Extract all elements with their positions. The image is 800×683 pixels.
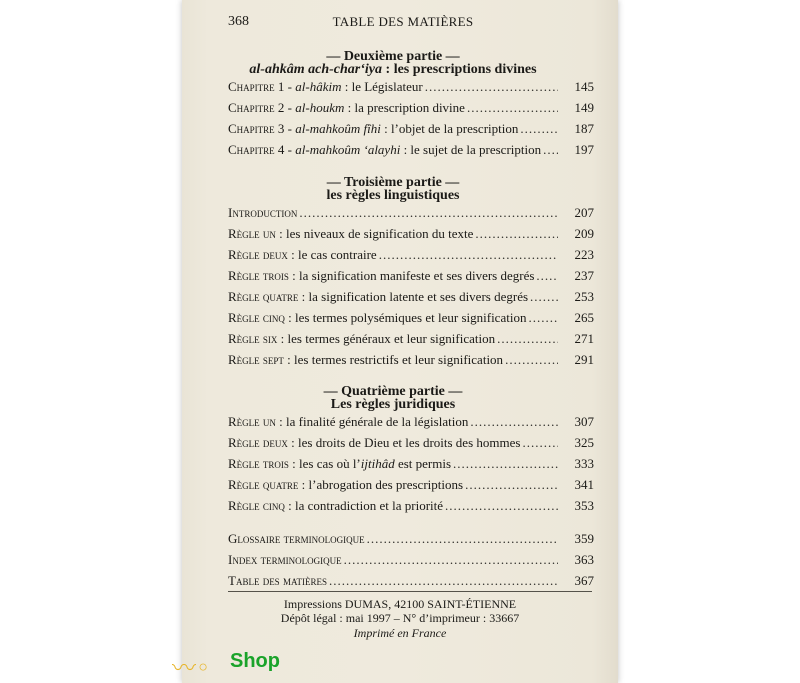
swirl-icon: 〰◦ <box>172 654 211 682</box>
toc-page-number: 307 <box>574 414 594 429</box>
toc-page-number: 363 <box>574 552 594 567</box>
toc-entry: Introduction ..... 207 <box>228 205 560 223</box>
toc-page-number: 271 <box>574 331 594 346</box>
toc-page-number: 237 <box>574 268 594 283</box>
colophon-legal: Dépôt légal : mai 1997 – N° d’imprimeur : 33667 <box>280 611 520 625</box>
running-head <box>228 14 578 32</box>
toc-page-number: 209 <box>574 226 594 241</box>
toc-page-number: 253 <box>574 289 594 304</box>
toc-entry: Règle un : les niveaux de signification du texte ..... 209 <box>228 226 560 244</box>
toc-entry: Règle un : la finalité générale de la législation ..... 307 <box>228 414 560 432</box>
toc-page-number: 207 <box>574 205 594 220</box>
toc-entry: Table des matières ..... 367 <box>228 573 560 591</box>
part-3-heading <box>226 176 560 202</box>
toc-page-number: 223 <box>574 247 594 262</box>
toc-entry: Règle six : les termes généraux et leur signification ..... 271 <box>228 331 560 349</box>
toc-entry: Chapitre 1 - al-hâkim : le Législateur ..... 145 <box>228 79 560 97</box>
running-title: TABLE DES MATIÈRES <box>332 14 474 29</box>
shop-logo-text: Shop <box>230 650 280 672</box>
toc-entry: Règle trois : les cas où l’ijtihâd est permis ..... 333 <box>228 456 560 474</box>
toc-entry: Règle deux : les droits de Dieu et les droits des hommes ..... 325 <box>228 435 560 453</box>
toc-entry: Glossaire terminologique ..... 359 <box>228 531 560 549</box>
toc-entry: Règle deux : le cas contraire ..... 223 <box>228 247 560 265</box>
toc-page-number: 341 <box>574 477 594 492</box>
toc-entry: Chapitre 4 - al-mahkoûm ‘alayhi : le sujet de la prescription ..... 197 <box>228 142 560 160</box>
toc-entry: Règle sept : les termes restrictifs et leur signification ..... 291 <box>228 352 560 370</box>
part-4-subtitle: Les règles juridiques <box>330 397 456 412</box>
toc-page-number: 197 <box>574 142 594 157</box>
colophon-printer: Impressions DUMAS, 42100 SAINT-ÉTIENNE <box>283 597 517 611</box>
toc-page-number: 149 <box>574 100 594 115</box>
divider <box>228 591 592 592</box>
toc-entry: Règle trois : la signification manifeste et ses divers degrés ..... 237 <box>228 268 560 286</box>
toc-entry: Règle quatre : la signification latente et ses divers degrés ..... 253 <box>228 289 560 307</box>
toc-page-number: 325 <box>574 435 594 450</box>
toc-page-number: 145 <box>574 79 594 94</box>
toc-entry: Index terminologique ..... 363 <box>228 552 560 570</box>
shop-logo <box>172 646 312 682</box>
toc-entry: Règle cinq : les termes polysémiques et leur signification ..... 265 <box>228 310 560 328</box>
part-2-heading <box>226 50 560 76</box>
page-number: 368 <box>228 14 249 29</box>
book-page <box>182 0 618 683</box>
part-2-subtitle: al-ahkâm ach-char‘iya : les prescriptions divines <box>249 62 537 77</box>
toc-entry: Chapitre 2 - al-houkm : la prescription divine ..... 149 <box>228 100 560 118</box>
part-4-heading <box>226 385 560 411</box>
toc-page-number: 265 <box>574 310 594 325</box>
part-3-subtitle: les règles linguistiques <box>326 188 460 203</box>
toc-page-number: 359 <box>574 531 594 546</box>
toc-page-number: 291 <box>574 352 594 367</box>
toc-entry: Règle cinq : la contradiction et la priorité ..... 353 <box>228 498 560 516</box>
toc-page-number: 187 <box>574 121 594 136</box>
toc-page-number: 353 <box>574 498 594 513</box>
colophon-country: Imprimé en France <box>353 626 447 640</box>
part-2-title: — Deuxième partie — <box>326 49 460 64</box>
toc-entry: Règle quatre : l’abrogation des prescriptions ..... 341 <box>228 477 560 495</box>
part-3-title: — Troisième partie — <box>326 175 460 190</box>
part-4-title: — Quatrième partie — <box>323 384 463 399</box>
toc-page-number: 333 <box>574 456 594 471</box>
toc-entry: Chapitre 3 - al-mahkoûm fîhi : l’objet de la prescription ..... 187 <box>228 121 560 139</box>
toc-page-number: 367 <box>574 573 594 588</box>
